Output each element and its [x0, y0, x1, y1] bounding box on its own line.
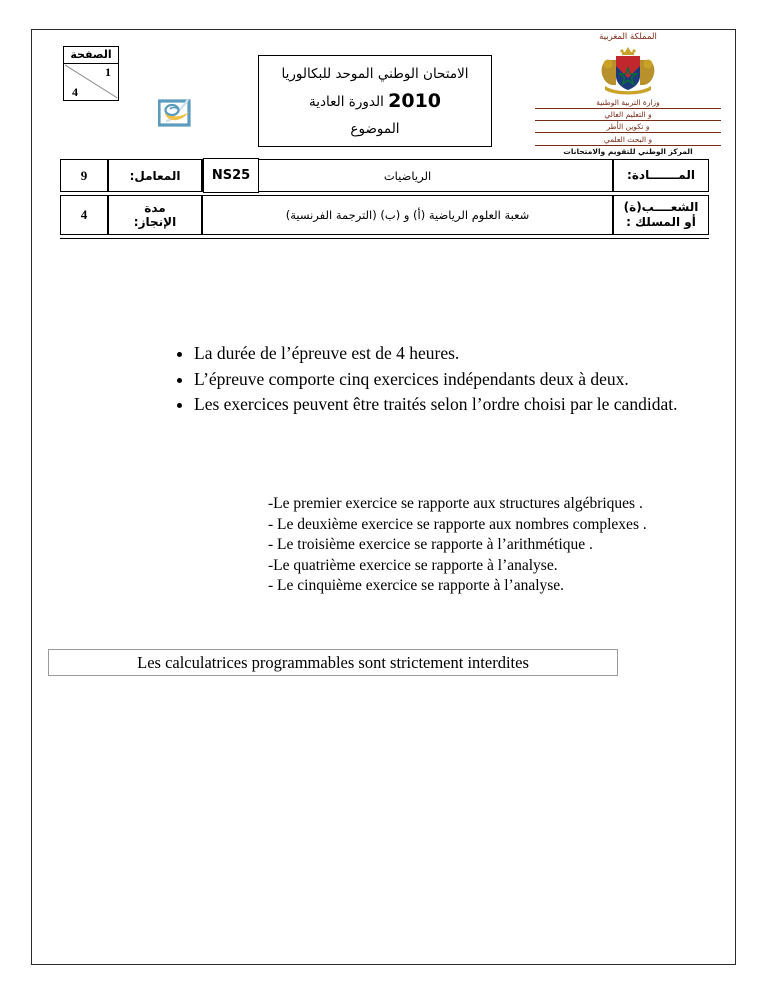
table-row — [60, 159, 709, 192]
subject-label: المـــــــادة: — [627, 168, 695, 182]
kingdom-title: المملكة المغربية — [599, 32, 657, 42]
exam-code: NS25 — [203, 158, 259, 192]
exercise-breakdown-list — [268, 494, 718, 597]
subject-label-cell — [613, 159, 709, 192]
coefficient-label-cell — [108, 159, 202, 192]
coefficient-label: المعامل: — [129, 168, 181, 183]
duration-label-line2: الإنجاز: — [133, 215, 177, 229]
branch-value: شعبة العلوم الرياضية (أ) و (ب) (الترجمة الفرنسية) — [285, 208, 530, 222]
ministry-line-4: و البحث العلمي — [535, 135, 721, 146]
calculator-notice-text: Les calculatrices programmables sont strictement interdites — [137, 652, 529, 672]
duration-label-line1: مدة — [144, 201, 166, 215]
morocco-coat-of-arms-icon — [595, 44, 661, 96]
list-item: -Le premier exercice se rapporte aux structures algébriques . — [268, 495, 643, 512]
exam-info-table — [60, 159, 709, 239]
list-item: - Le troisième exercice se rapporte à l’arithmétique . — [268, 536, 593, 553]
exam-subject-word: الموضوع — [350, 121, 400, 137]
ministry-line-1: وزارة التربية الوطنية — [535, 98, 721, 109]
coefficient-value-cell — [60, 159, 108, 192]
subject-value: الرياضيات — [383, 168, 432, 183]
calculator-notice-box — [48, 649, 618, 676]
exam-session-label: الدورة العادية — [308, 94, 384, 110]
exam-page — [31, 29, 736, 965]
page-number-box — [63, 46, 119, 101]
ministry-center-line: المركز الوطني للتقويم والامتحانات — [563, 146, 693, 156]
page-current: 1 — [105, 65, 111, 79]
table-row — [60, 195, 709, 235]
list-item: - Le cinquième exercice se rapporte à l’analyse. — [268, 577, 565, 594]
list-item: - Le deuxième exercice se rapporte aux nombres complexes . — [268, 515, 647, 533]
branch-value-cell — [202, 195, 613, 235]
page-label: الصفحة — [63, 46, 119, 64]
subject-value-cell — [202, 159, 613, 192]
page-total: 4 — [72, 85, 78, 99]
instructions-list — [160, 341, 680, 418]
ministry-line-2: و التعليم العالي — [535, 110, 721, 121]
duration-label-cell — [108, 195, 202, 235]
instructions-block — [160, 341, 680, 418]
branch-label-line2: أو المسلك : — [626, 215, 696, 229]
duration-value: 4 — [80, 207, 88, 222]
list-item: -Le quatrième exercice se rapporte à l’analyse. — [268, 556, 558, 574]
branch-label-line1: الشعــــب(ة) — [623, 200, 699, 214]
coefficient-value: 9 — [80, 167, 88, 183]
branch-label-cell — [613, 195, 709, 235]
ministry-line-3: و تكوين الأطر — [535, 122, 721, 133]
kingdom-ministry-block — [535, 30, 721, 157]
cnee-logo-icon — [158, 98, 196, 128]
list-item: • La durée de l’épreuve est de 4 heures. — [194, 341, 680, 367]
list-item: • L’épreuve comporte cinq exercices indépendants deux à deux. — [194, 367, 680, 393]
page-fraction — [63, 64, 119, 101]
list-item: • Les exercices peuvent être traités selon l’ordre choisi par le candidat. — [194, 392, 680, 418]
page-header — [32, 30, 735, 156]
exam-session-line — [259, 88, 491, 116]
exam-title-line1: الامتحان الوطني الموحد للبكالوريا — [281, 66, 469, 82]
table-bottom-rule — [60, 238, 709, 239]
exam-year: 2010 — [388, 90, 442, 112]
duration-value-cell — [60, 195, 108, 235]
exam-title-box — [258, 55, 492, 147]
